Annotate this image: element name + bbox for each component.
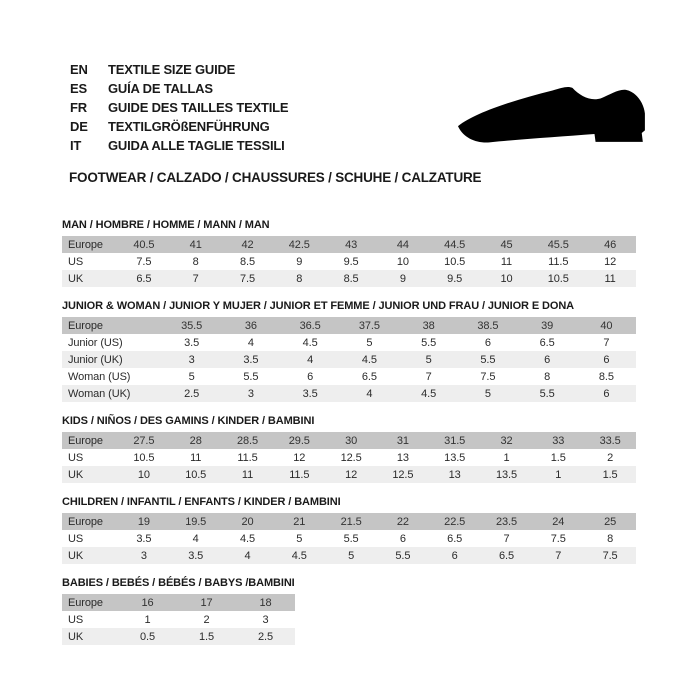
- size-cell: 5: [162, 368, 221, 385]
- size-cell: 25: [584, 513, 636, 530]
- table-row: [62, 513, 636, 530]
- size-cell: 42: [222, 236, 274, 253]
- size-cell: 12: [273, 449, 325, 466]
- size-cell: 43: [325, 236, 377, 253]
- size-table-section-kids: [62, 415, 636, 483]
- size-cell: 31.5: [429, 432, 481, 449]
- size-cell: 3.5: [162, 334, 221, 351]
- size-cell: 7.5: [584, 547, 636, 564]
- size-cell: 28: [170, 432, 222, 449]
- size-cell: 8.5: [222, 253, 274, 270]
- size-cell: 10.5: [532, 270, 584, 287]
- row-label: Europe: [62, 317, 162, 334]
- table-row: [62, 611, 295, 628]
- table-title-children: CHILDREN / INFANTIL / ENFANTS / KINDER / BAMBINI: [62, 496, 341, 508]
- size-tables: [62, 219, 636, 658]
- size-cell: 6: [458, 334, 517, 351]
- size-cell: 10: [118, 466, 170, 483]
- size-cell: 5: [458, 385, 517, 402]
- size-cell: 9.5: [429, 270, 481, 287]
- size-cell: 11: [481, 253, 533, 270]
- size-cell: 11.5: [222, 449, 274, 466]
- size-cell: 6: [377, 530, 429, 547]
- row-label: US: [62, 253, 118, 270]
- size-cell: 8: [170, 253, 222, 270]
- size-cell: 38.5: [458, 317, 517, 334]
- size-cell: 12: [584, 253, 636, 270]
- table-row: [62, 351, 636, 368]
- size-table-section-children: [62, 496, 636, 564]
- size-cell: 5: [325, 547, 377, 564]
- size-cell: 35.5: [162, 317, 221, 334]
- size-cell: 6.5: [429, 530, 481, 547]
- size-cell: 10.5: [170, 466, 222, 483]
- guide-title-en: TEXTILE SIZE GUIDE: [108, 62, 236, 77]
- table-row: [62, 385, 636, 402]
- size-cell: 45: [481, 236, 533, 253]
- size-cell: 9: [273, 253, 325, 270]
- size-cell: 27.5: [118, 432, 170, 449]
- table-title-man: MAN / HOMBRE / HOMME / MANN / MAN: [62, 219, 270, 231]
- size-cell: 7: [170, 270, 222, 287]
- size-cell: 4: [221, 334, 280, 351]
- size-cell: 7: [481, 530, 533, 547]
- size-cell: 46: [584, 236, 636, 253]
- row-label: UK: [62, 466, 118, 483]
- size-cell: 40.5: [118, 236, 170, 253]
- size-cell: 33: [532, 432, 584, 449]
- size-cell: 10.5: [429, 253, 481, 270]
- size-cell: 9: [377, 270, 429, 287]
- size-cell: 18: [236, 594, 295, 611]
- size-cell: 3: [221, 385, 280, 402]
- size-cell: 19.5: [170, 513, 222, 530]
- size-cell: 42.5: [273, 236, 325, 253]
- size-cell: 1.5: [177, 628, 236, 645]
- size-cell: 32: [481, 432, 533, 449]
- size-cell: 7.5: [118, 253, 170, 270]
- size-table-section-junior-woman: [62, 300, 636, 402]
- size-cell: 8: [584, 530, 636, 547]
- row-label: Europe: [62, 513, 118, 530]
- size-cell: 10: [481, 270, 533, 287]
- row-label: Europe: [62, 432, 118, 449]
- size-cell: 20: [222, 513, 274, 530]
- size-cell: 12.5: [325, 449, 377, 466]
- table-row: [62, 466, 636, 483]
- size-cell: 41: [170, 236, 222, 253]
- size-cell: 23.5: [481, 513, 533, 530]
- size-cell: 6: [518, 351, 577, 368]
- size-cell: 11.5: [532, 253, 584, 270]
- table-row: [62, 270, 636, 287]
- size-cell: 1: [118, 611, 177, 628]
- size-cell: 11: [584, 270, 636, 287]
- table-row: [62, 432, 636, 449]
- size-cell: 4.5: [222, 530, 274, 547]
- size-cell: 17: [177, 594, 236, 611]
- guide-title-de: TEXTILGRÖßENFÜHRUNG: [108, 119, 270, 134]
- category-heading: FOOTWEAR / CALZADO / CHAUSSURES / SCHUHE / CALZATURE: [69, 170, 482, 185]
- size-cell: 39: [518, 317, 577, 334]
- size-cell: 21: [273, 513, 325, 530]
- size-cell: 8.5: [325, 270, 377, 287]
- size-cell: 2: [584, 449, 636, 466]
- size-cell: 2.5: [236, 628, 295, 645]
- size-cell: 8: [518, 368, 577, 385]
- size-cell: 5.5: [325, 530, 377, 547]
- row-label: Woman (UK): [62, 385, 162, 402]
- size-cell: 9.5: [325, 253, 377, 270]
- size-cell: 5.5: [518, 385, 577, 402]
- language-code: EN: [70, 62, 88, 77]
- size-cell: 16: [118, 594, 177, 611]
- size-cell: 6: [577, 385, 636, 402]
- size-cell: 4.5: [340, 351, 399, 368]
- size-cell: 8: [273, 270, 325, 287]
- size-table-junior-woman: [62, 317, 636, 402]
- size-cell: 7: [532, 547, 584, 564]
- row-label: US: [62, 449, 118, 466]
- row-label: Junior (US): [62, 334, 162, 351]
- size-cell: 11.5: [273, 466, 325, 483]
- size-cell: 10: [377, 253, 429, 270]
- size-cell: 38: [399, 317, 458, 334]
- size-table-babies: [62, 594, 295, 645]
- size-cell: 22.5: [429, 513, 481, 530]
- size-cell: 5.5: [458, 351, 517, 368]
- size-cell: 5: [273, 530, 325, 547]
- size-cell: 4: [222, 547, 274, 564]
- size-table-kids: [62, 432, 636, 483]
- size-cell: 12.5: [377, 466, 429, 483]
- size-cell: 22: [377, 513, 429, 530]
- table-title-kids: KIDS / NIÑOS / DES GAMINS / KINDER / BAMBINI: [62, 415, 315, 427]
- size-cell: 8.5: [577, 368, 636, 385]
- language-code: IT: [70, 138, 82, 153]
- size-cell: 13: [377, 449, 429, 466]
- size-cell: 5: [399, 351, 458, 368]
- size-cell: 6.5: [340, 368, 399, 385]
- size-cell: 3.5: [170, 547, 222, 564]
- size-cell: 29.5: [273, 432, 325, 449]
- size-cell: 36.5: [281, 317, 340, 334]
- row-label: UK: [62, 628, 118, 645]
- size-cell: 6: [429, 547, 481, 564]
- size-cell: 6.5: [481, 547, 533, 564]
- size-cell: 40: [577, 317, 636, 334]
- size-cell: 1.5: [584, 466, 636, 483]
- size-cell: 6.5: [118, 270, 170, 287]
- size-cell: 4: [170, 530, 222, 547]
- size-cell: 1: [532, 466, 584, 483]
- size-cell: 21.5: [325, 513, 377, 530]
- size-cell: 36: [221, 317, 280, 334]
- size-cell: 4.5: [273, 547, 325, 564]
- guide-title-it: GUIDA ALLE TAGLIE TESSILI: [108, 138, 285, 153]
- size-cell: 5.5: [399, 334, 458, 351]
- size-cell: 4: [340, 385, 399, 402]
- language-code: FR: [70, 100, 87, 115]
- size-cell: 13.5: [481, 466, 533, 483]
- size-table-man: [62, 236, 636, 287]
- size-cell: 3.5: [281, 385, 340, 402]
- size-cell: 2.5: [162, 385, 221, 402]
- size-cell: 30: [325, 432, 377, 449]
- table-row: [62, 547, 636, 564]
- table-row: [62, 530, 636, 547]
- size-cell: 11: [170, 449, 222, 466]
- size-cell: 6.5: [518, 334, 577, 351]
- size-table-section-man: [62, 219, 636, 287]
- dress-shoe-icon: [445, 60, 660, 165]
- size-cell: 12: [325, 466, 377, 483]
- row-label: Junior (UK): [62, 351, 162, 368]
- size-cell: 5.5: [377, 547, 429, 564]
- size-cell: 3.5: [221, 351, 280, 368]
- size-table-children: [62, 513, 636, 564]
- size-cell: 45.5: [532, 236, 584, 253]
- size-cell: 3: [236, 611, 295, 628]
- size-cell: 3: [118, 547, 170, 564]
- size-cell: 31: [377, 432, 429, 449]
- size-cell: 6: [281, 368, 340, 385]
- size-cell: 13: [429, 466, 481, 483]
- guide-title-es: GUÍA DE TALLAS: [108, 81, 213, 96]
- row-label: Europe: [62, 594, 118, 611]
- size-cell: 19: [118, 513, 170, 530]
- size-cell: 0.5: [118, 628, 177, 645]
- size-cell: 3: [162, 351, 221, 368]
- row-label: UK: [62, 547, 118, 564]
- size-cell: 13.5: [429, 449, 481, 466]
- table-title-babies: BABIES / BEBÉS / BÉBÉS / BABYS /BAMBINI: [62, 577, 295, 589]
- size-cell: 2: [177, 611, 236, 628]
- size-cell: 5.5: [221, 368, 280, 385]
- size-cell: 28.5: [222, 432, 274, 449]
- row-label: US: [62, 611, 118, 628]
- size-cell: 37.5: [340, 317, 399, 334]
- table-row: [62, 594, 295, 611]
- row-label: US: [62, 530, 118, 547]
- table-title-junior-woman: JUNIOR & WOMAN / JUNIOR Y MUJER / JUNIOR ET FEMME / JUNIOR UND FRAU / JUNIOR E DONA: [62, 300, 575, 312]
- size-cell: 1: [481, 449, 533, 466]
- size-cell: 4.5: [281, 334, 340, 351]
- size-cell: 7: [399, 368, 458, 385]
- size-table-section-babies: [62, 577, 636, 645]
- size-cell: 44: [377, 236, 429, 253]
- row-label: UK: [62, 270, 118, 287]
- size-cell: 7.5: [458, 368, 517, 385]
- language-code: ES: [70, 81, 87, 96]
- size-cell: 11: [222, 466, 274, 483]
- table-row: [62, 253, 636, 270]
- size-cell: 4: [281, 351, 340, 368]
- table-row: [62, 449, 636, 466]
- size-cell: 24: [532, 513, 584, 530]
- table-row: [62, 236, 636, 253]
- table-row: [62, 368, 636, 385]
- size-cell: 5: [340, 334, 399, 351]
- size-cell: 33.5: [584, 432, 636, 449]
- row-label: Europe: [62, 236, 118, 253]
- guide-title-fr: GUIDE DES TAILLES TEXTILE: [108, 100, 289, 115]
- size-cell: 4.5: [399, 385, 458, 402]
- size-cell: 7.5: [222, 270, 274, 287]
- size-cell: 7: [577, 334, 636, 351]
- table-row: [62, 317, 636, 334]
- size-cell: 6: [577, 351, 636, 368]
- row-label: Woman (US): [62, 368, 162, 385]
- size-cell: 7.5: [532, 530, 584, 547]
- table-row: [62, 334, 636, 351]
- size-cell: 44.5: [429, 236, 481, 253]
- language-code: DE: [70, 119, 88, 134]
- size-cell: 10.5: [118, 449, 170, 466]
- table-row: [62, 628, 295, 645]
- size-cell: 3.5: [118, 530, 170, 547]
- size-cell: 1.5: [532, 449, 584, 466]
